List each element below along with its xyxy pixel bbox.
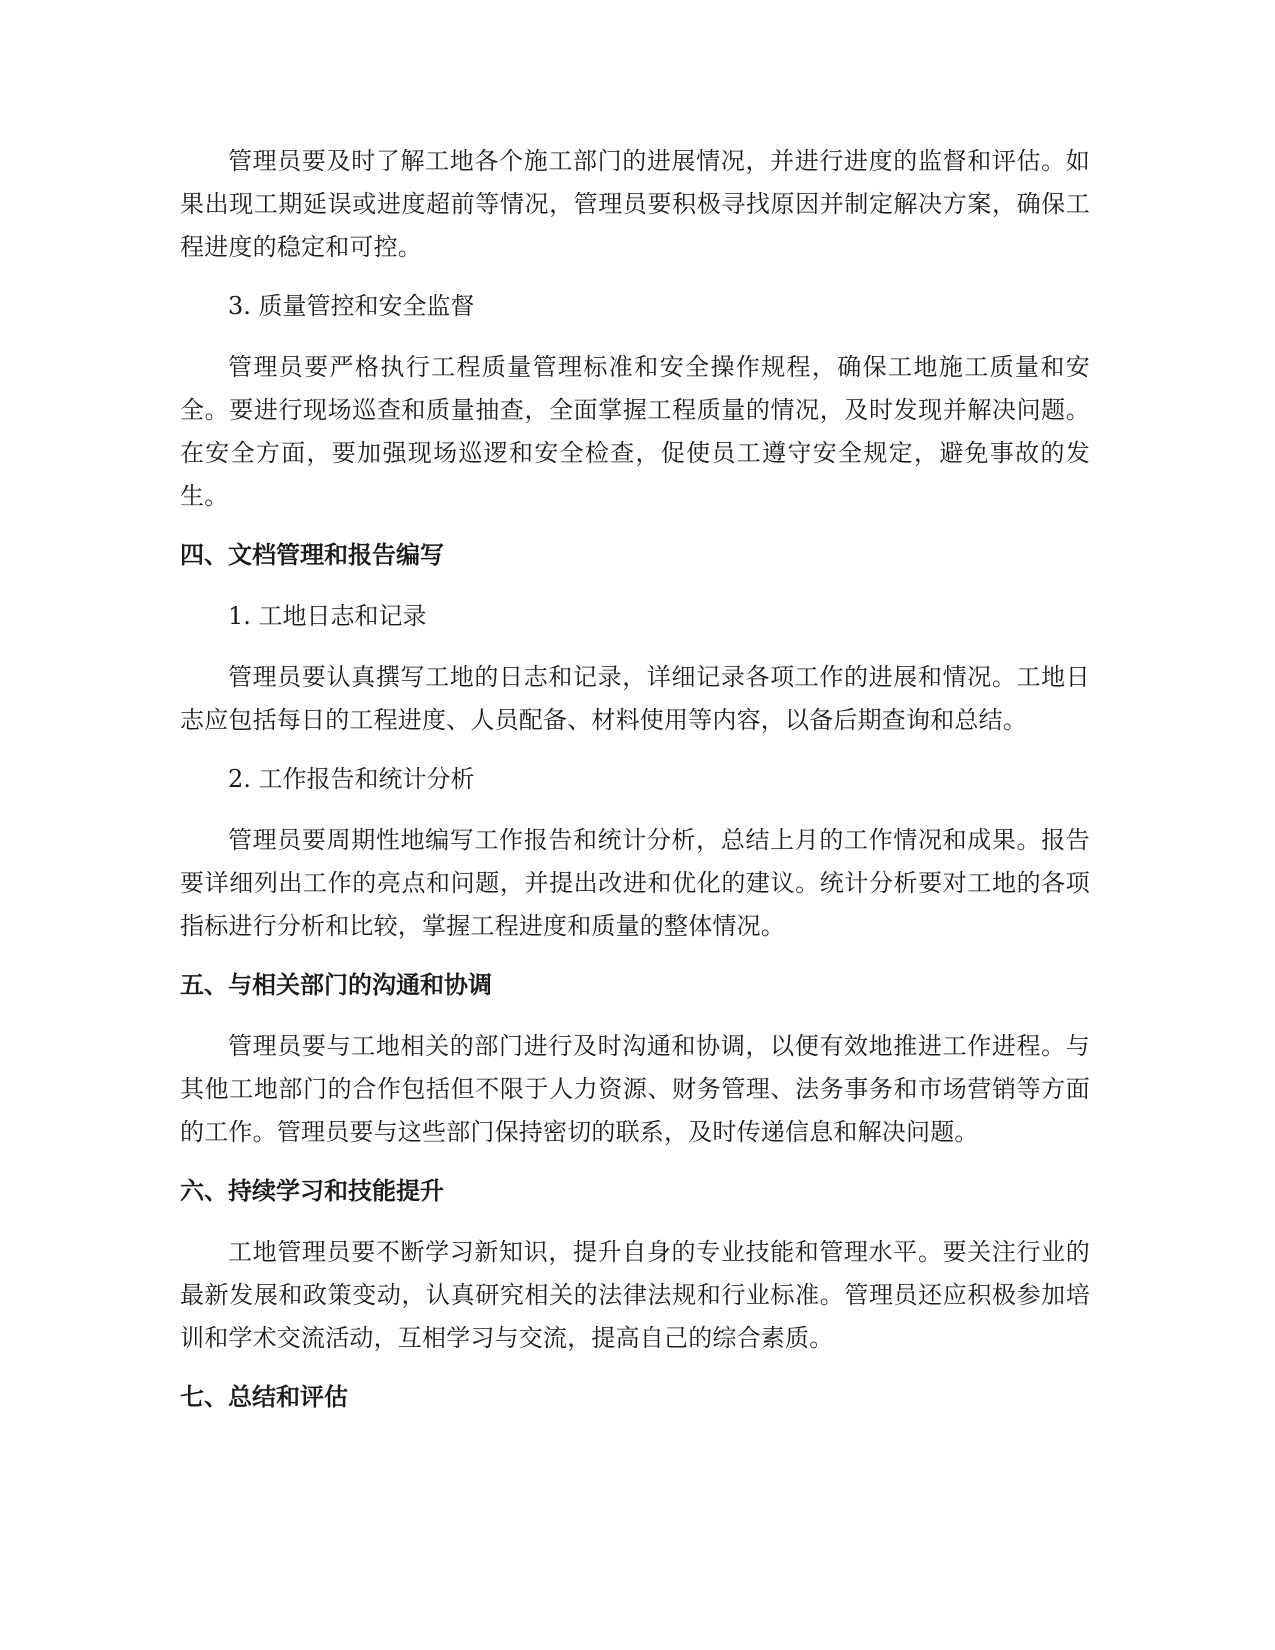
section-title-documents-reports: 四、文档管理和报告编写	[180, 541, 444, 569]
section-title-summary: 七、总结和评估	[180, 1383, 348, 1411]
subheading-quality-safety: 3. 质量管控和安全监督	[228, 292, 475, 320]
section-title-communication: 五、与相关部门的沟通和协调	[180, 971, 492, 999]
subheading-site-log: 1. 工地日志和记录	[228, 602, 427, 630]
paragraph-learning: 工地管理员要不断学习新知识，提升自身的专业技能和管理水平。要关注行业的最新发展和政策变动，认真研究相关的法律法规和行业标准。管理员还应积极参加培训和学术交流活动，互相学习与交流，提高自己的综合素质。	[180, 1238, 1090, 1352]
paragraph-quality-safety: 管理员要严格执行工程质量管理标准和安全操作规程，确保工地施工质量和安全。要进行现场巡查和质量抽查，全面掌握工程质量的情况，及时发现并解决问题。在安全方面，要加强现场巡逻和安全检查，促使员工遵守安全规定，避免事故的发生。	[180, 353, 1090, 510]
paragraph-communication: 管理员要与工地相关的部门进行及时沟通和协调，以便有效地推进工作进程。与其他工地部门的合作包括但不限于人力资源、财务管理、法务事务和市场营销等方面的工作。管理员要与这些部门保持密切的联系，及时传递信息和解决问题。	[180, 1032, 1090, 1146]
paragraph-progress-monitoring: 管理员要及时了解工地各个施工部门的进展情况，并进行进度的监督和评估。如果出现工期延误或进度超前等情况，管理员要积极寻找原因并制定解决方案，确保工程进度的稳定和可控。	[180, 147, 1090, 261]
document-page	[180, 140, 1090, 1437]
paragraph-work-reports: 管理员要周期性地编写工作报告和统计分析，总结上月的工作情况和成果。报告要详细列出工作的亮点和问题，并提出改进和优化的建议。统计分析要对工地的各项指标进行分析和比较，掌握工程进度和质量的整体情况。	[180, 826, 1090, 940]
section-title-learning: 六、持续学习和技能提升	[180, 1177, 444, 1205]
subheading-work-reports: 2. 工作报告和统计分析	[228, 765, 475, 793]
paragraph-site-log: 管理员要认真撰写工地的日志和记录，详细记录各项工作的进展和情况。工地日志应包括每日的工程进度、人员配备、材料使用等内容，以备后期查询和总结。	[180, 663, 1090, 734]
